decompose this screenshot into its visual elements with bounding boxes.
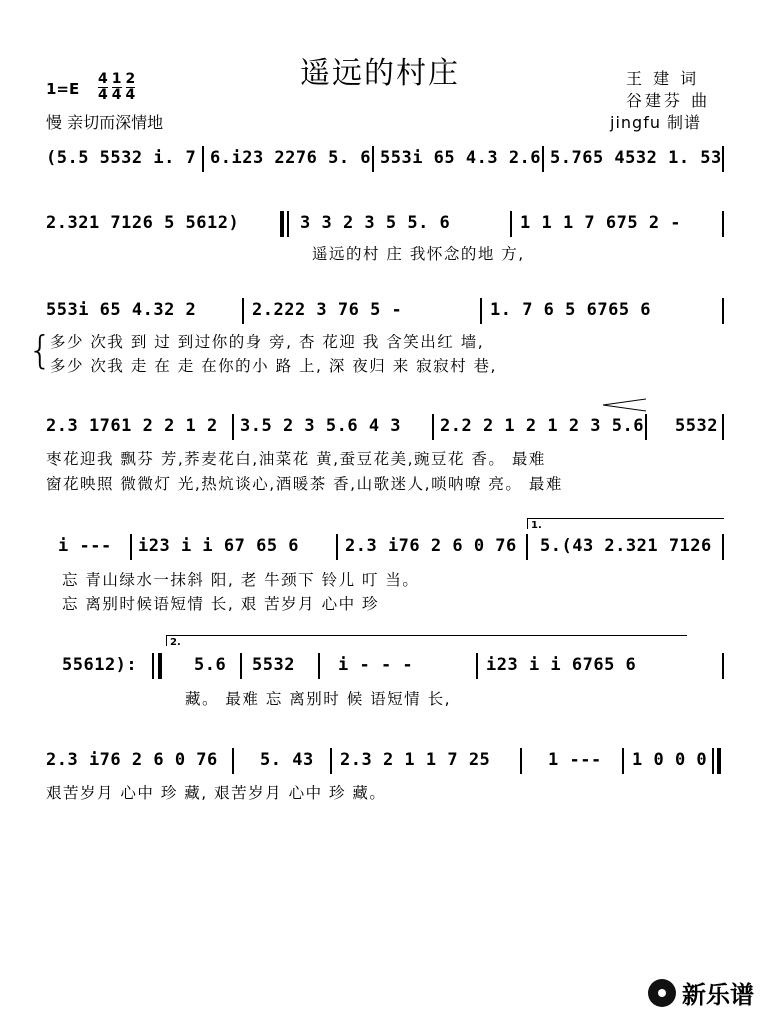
verse-brace: { — [28, 328, 53, 372]
lyric-line: 多少 次我 走 在 走 在你的小 路 上, 深 夜归 来 寂寂村 巷, — [50, 357, 497, 375]
notation-measure: i - - - — [338, 655, 414, 675]
logo-text: 新乐谱 — [682, 981, 754, 1009]
lyric-line: 枣花迎我 飘芬 芳,荞麦花白,油菜花 黄,蚕豆花美,豌豆花 香。 最难 — [46, 450, 546, 468]
notation-measure: 3 3 2 3 5 5. 6 — [300, 213, 451, 233]
notation-measure: 2.3 2 1 1 7 25 — [340, 750, 491, 770]
notation-measure: 5532 — [252, 655, 295, 675]
notation-measure: 2.3 i76 2 6 0 76 — [345, 536, 517, 556]
tempo-marking: 慢 亲切而深情地 — [46, 113, 164, 132]
notation-measure: 1 --- — [548, 750, 602, 770]
notation-measure: 2.3 i76 2 6 0 76 — [46, 750, 218, 770]
notation-measure: 553i 65 4.3 2.6 — [380, 148, 542, 168]
song-title: 遥远的村庄 — [300, 56, 460, 91]
notation-measure: 2.222 3 76 5 - — [252, 300, 403, 320]
notation-measure: 2.321 7126 5 5612) — [46, 213, 240, 233]
notation-measure: 55612): — [62, 655, 138, 675]
notation-measure: i23 i i 67 65 6 — [138, 536, 300, 556]
notation-measure: 2.2 2 1 2 1 2 3 5.6 — [440, 416, 644, 436]
key-signature: 1=E — [46, 80, 80, 98]
notation-measure: 2.3 1761 2 2 1 2 — [46, 416, 218, 436]
volta-first-ending: 1. — [527, 518, 724, 529]
notation-measure: 1 1 1 7 675 2 - — [520, 213, 682, 233]
crescendo-hairpin — [602, 398, 646, 412]
notation-measure: (5.5 5532 i. 7 — [46, 148, 197, 168]
composer-credit: 谷建芬 曲 — [626, 91, 711, 110]
notation-measure: 553i 65 4.32 2 — [46, 300, 197, 320]
notation-measure: 6.i23 2276 5. 6 — [210, 148, 372, 168]
notation-measure: 5.6 — [194, 655, 227, 675]
meter-4-4: $\frac{4}{4}$ — [98, 71, 108, 103]
notation-measure: 5.(43 2.321 7126 — [540, 536, 712, 556]
notation-measure: i23 i i 6765 6 — [486, 655, 637, 675]
notation-measure: 3.5 2 3 5.6 4 3 — [240, 416, 402, 436]
lyricist-credit: 王 建 词 — [626, 69, 700, 88]
meter-1-4: $\frac{1}{4}$ — [111, 71, 122, 103]
arranger-credit: jingfu 制谱 — [610, 113, 702, 132]
lyric-line: 忘 离别时候语短情 长, 艰 苦岁月 心中 珍 — [62, 595, 379, 613]
time-signatures — [98, 72, 135, 103]
notation-measure: 1 0 0 0 — [632, 750, 708, 770]
notation-measure: 1. 7 6 5 6765 6 — [490, 300, 652, 320]
notation-measure: 5.765 4532 1. 53 — [550, 148, 722, 168]
lyric-line: 忘 青山绿水一抹斜 阳, 老 牛颈下 铃儿 叮 当。 — [62, 571, 420, 589]
lyric-line: 多少 次我 到 过 到过你的身 旁, 杏 花迎 我 含笑出红 墙, — [50, 333, 485, 351]
lyric-line: 窗花映照 微微灯 光,热炕谈心,酒暖茶 香,山歌迷人,唢呐嘹 亮。 最难 — [46, 475, 563, 493]
site-logo[interactable] — [648, 975, 754, 1010]
notation-measure: i --- — [58, 536, 112, 556]
lyric-line: 遥远的村 庄 我怀念的地 方, — [312, 245, 525, 263]
lyric-line: 藏。 最难 忘 离别时 候 语短情 长, — [185, 690, 451, 708]
meter-2-4: $\frac{2}{4}$ — [125, 71, 136, 103]
vinyl-disc-icon — [648, 979, 676, 1007]
notation-measure: 5532 — [675, 416, 718, 436]
volta-second-ending: 2. — [166, 635, 687, 646]
notation-measure: 5. 43 — [260, 750, 314, 770]
lyric-line: 艰苦岁月 心中 珍 藏, 艰苦岁月 心中 珍 藏。 — [46, 784, 387, 802]
